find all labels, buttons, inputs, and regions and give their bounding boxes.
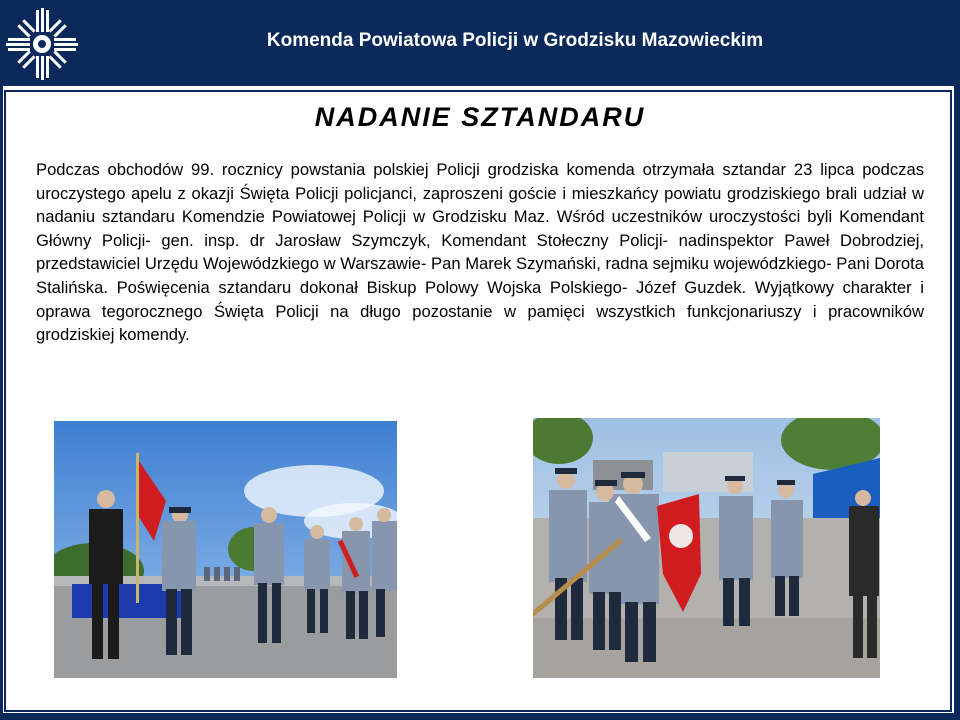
right-border bbox=[954, 86, 960, 720]
bottom-border bbox=[0, 713, 960, 720]
photo-flag-handover bbox=[54, 421, 397, 678]
header-bar bbox=[0, 0, 960, 86]
slide-title: NADANIE SZTANDARU bbox=[314, 102, 646, 132]
police-star-logo-icon bbox=[6, 8, 78, 80]
header-title: Komenda Powiatowa Policji w Grodzisku Mazowieckim bbox=[266, 30, 764, 51]
left-border bbox=[0, 86, 3, 720]
body-text: Podczas obchodów 99. rocznicy powstania polskiej Policji grodziska komenda otrzymała sztandar 23 lipca podczas uroczystego apelu z okazji Święta Policji policjanci, zaproszeni goście i mieszkańcy powiatu grodziskiego brali udział w nadaniu sztandaru Komendzie Powiatowej Policji w Grodzisku Maz. Wśród uczestników uroczystości byli Komendant Główny Policji- gen. insp. dr Jarosław Szymczyk, Komendant Stołeczny Policji- nadinspektor Paweł Dobrodziej, przedstawiciel Urzędu Wojewódzkiego w Warszawie- Pan Marek Szymański, radna sejmiku wojewódzkiego- Pani Dorota Stalińska. Poświęcenia sztandaru dokonał Biskup Polowy Wojska Polskiego- Józef Guzdek. Wyjątkowy charakter i oprawa tegorocznego Święta Policji na długo pozostanie w pamięci wszystkich funkcjonariuszy i pracowników grodziskiej komendy. bbox=[36, 160, 924, 345]
photo-flag-bearers bbox=[533, 418, 880, 678]
